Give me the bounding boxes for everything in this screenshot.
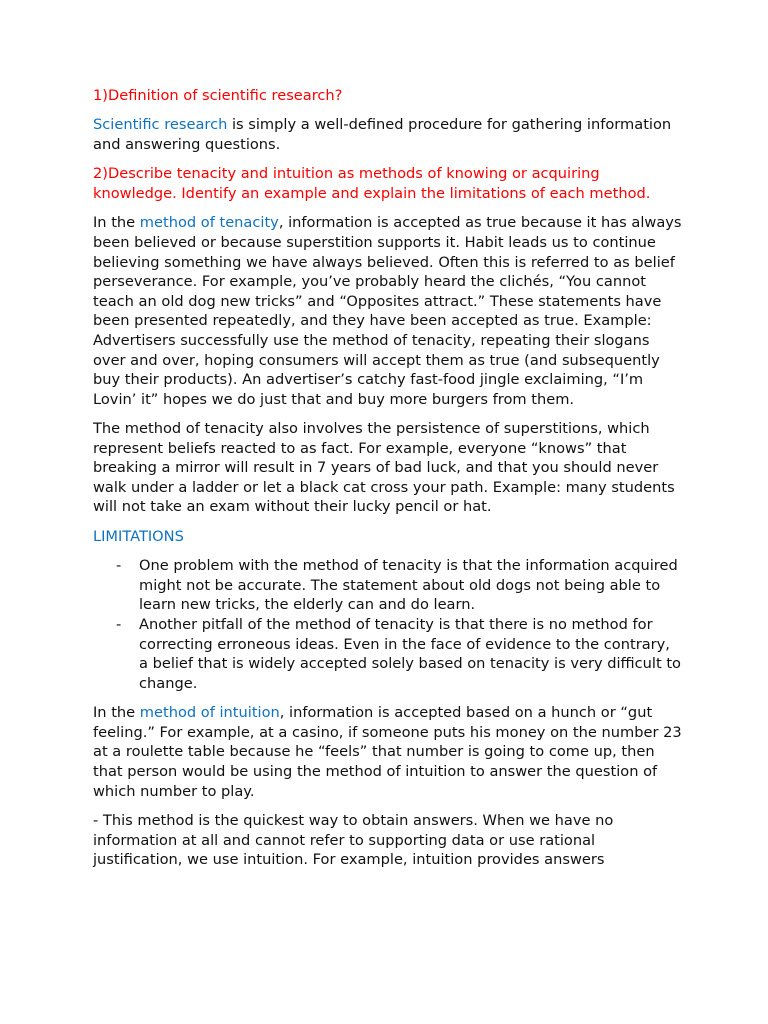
term-scientific-research: Scientific research bbox=[93, 116, 228, 134]
question-1-answer bbox=[93, 115, 683, 154]
intuition-paragraph-1 bbox=[93, 703, 683, 801]
limitations-item-text: Another pitfall of the method of tenacity is that there is no method for correcting erroneous ideas. Even in the face of evidence to the contrary, a belief that is widely accepted solely based on tenacity is very difficult to change. bbox=[139, 616, 681, 692]
term-method-of-tenacity: method of tenacity bbox=[139, 214, 279, 232]
limitations-list-item bbox=[93, 556, 683, 615]
limitations-item-text: One problem with the method of tenacity is that the information acquired might not be accurate. The statement about old dogs not being able to learn new tricks, the elderly can and do learn. bbox=[139, 557, 678, 614]
limitations-heading: LIMITATIONS bbox=[93, 527, 184, 545]
tenacity-paragraph-1 bbox=[93, 213, 683, 409]
term-method-of-intuition: method of intuition bbox=[139, 704, 280, 722]
limitations-list-item bbox=[93, 615, 683, 693]
tenacity-paragraph-2: The method of tenacity also involves the persistence of superstitions, which represent beliefs reacted to as fact. For example, everyone “knows” that breaking a mirror will result in 7 years of bad luck, and that you should never walk under a ladder or let a black cat cross your path. Example: many students will not take an exam without their lucky pencil or hat. bbox=[93, 420, 675, 516]
tenacity-paragraph-1-prefix: In the bbox=[93, 214, 140, 232]
list-dash-marker: - bbox=[116, 616, 122, 634]
intuition-paragraph-2: - This method is the quickest way to obtain answers. When we have no information at all and cannot refer to supporting data or use rational justification, we use intuition. For example, intuition provides answers bbox=[93, 811, 614, 869]
question-1-heading: 1)Definition of scientific research? bbox=[93, 87, 343, 104]
question-1-answer-text: is simply a well-defined procedure for gathering information and answering questions. bbox=[93, 116, 672, 153]
intuition-paragraph-1-prefix: In the bbox=[93, 704, 140, 722]
tenacity-paragraph-1-text: , information is accepted as true because it has always been believed or because superstition supports it. Habit leads us to continue believing something we have always believed. Often this is referred to as belief perseverance. For example, you’ve probably heard the clichés, “You cannot teach an old dog new tricks” and “Opposites attract.” These statements have been presented repeatedly, and they have been accepted as true. Example: Advertisers successfully use the method of tenacity, repeating their slogans over and over, hoping consumers will accept them as true (and subsequently buy their products). An advertiser’s catchy fast-food jingle exclaiming, “I’m Lovin’ it” hopes we do just that and buy more burgers from them. bbox=[93, 214, 682, 408]
question-2-heading: 2)Describe tenacity and intuition as methods of knowing or acquiring knowledge. Identify an example and explain the limitations of each method. bbox=[93, 165, 651, 202]
document-page bbox=[93, 86, 683, 880]
limitations-list bbox=[93, 556, 683, 693]
intuition-paragraph-1-text: , information is accepted based on a hunch or “gut feeling.” For example, at a casino, if someone puts his money on the number 23 at a roulette table because he “feels” that number is going to come up, then that person would be using the method of intuition to answer the question of which number to play. bbox=[93, 704, 682, 800]
list-dash-marker: - bbox=[116, 557, 122, 575]
